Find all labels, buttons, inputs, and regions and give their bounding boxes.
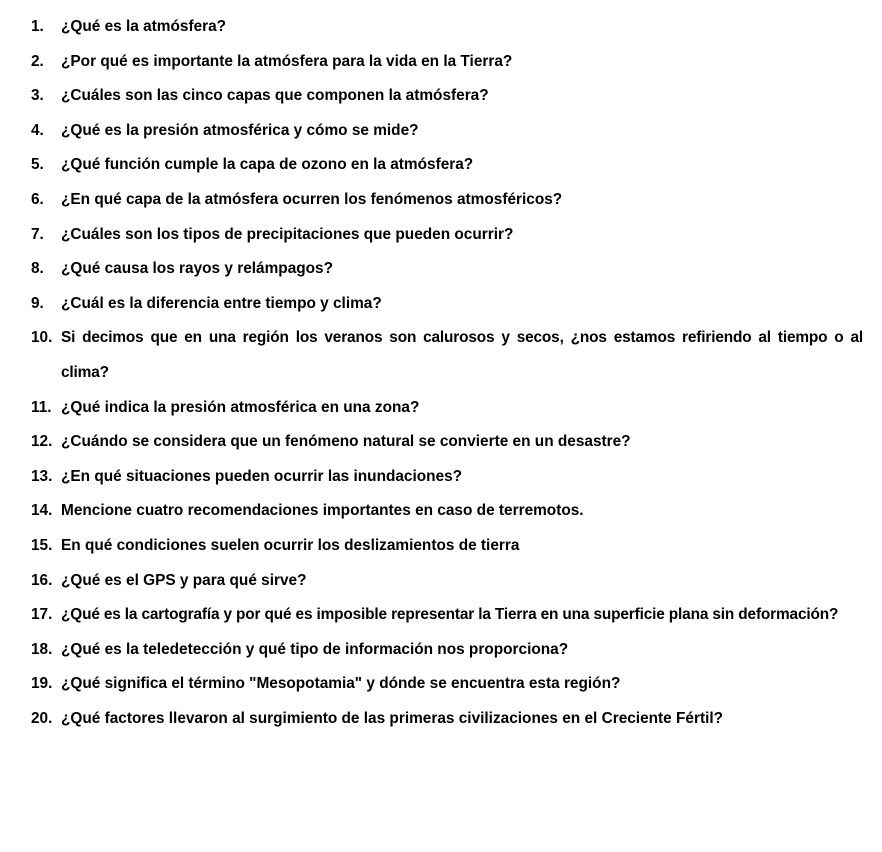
question-text: ¿Qué significa el término "Mesopotamia" y dónde se encuentra esta región? [61, 675, 621, 693]
question-item [31, 218, 863, 253]
question-number: 2. [31, 52, 44, 70]
question-text: ¿Cuál es la diferencia entre tiempo y clima? [61, 294, 382, 312]
question-number: 9. [31, 294, 44, 312]
question-item [31, 183, 863, 218]
question-number: 12. [31, 433, 53, 451]
question-number: 20. [31, 709, 53, 727]
question-item [31, 667, 863, 702]
question-item [31, 702, 863, 737]
question-text: ¿En qué situaciones pueden ocurrir las inundaciones? [61, 467, 463, 485]
question-text: ¿Qué es la teledetección y qué tipo de información nos proporciona? [61, 640, 569, 658]
question-number: 17. [31, 606, 53, 624]
question-item [31, 391, 863, 426]
question-number: 3. [31, 87, 44, 105]
question-number: 15. [31, 536, 53, 554]
question-item [31, 79, 863, 114]
question-text: ¿Qué función cumple la capa de ozono en la atmósfera? [61, 156, 474, 174]
question-text: ¿Qué indica la presión atmosférica en una zona? [61, 398, 420, 416]
question-number: 13. [31, 467, 53, 485]
question-item [31, 10, 863, 45]
question-number: 7. [31, 225, 44, 243]
question-item [31, 148, 863, 183]
question-item [31, 529, 863, 564]
question-text: ¿Qué es la presión atmosférica y cómo se mide? [61, 121, 419, 139]
question-text: ¿Cuándo se considera que un fenómeno natural se convierte en un desastre? [61, 433, 631, 451]
question-number: 10. [31, 329, 53, 347]
question-text: ¿Cuáles son las cinco capas que componen la atmósfera? [61, 87, 489, 105]
question-text: Si decimos que en una región los veranos son calurosos y secos, ¿nos estamos refiriendo al tiempo o al clima? [61, 329, 863, 381]
question-item [31, 494, 863, 529]
question-item [31, 321, 863, 390]
question-item [31, 114, 863, 149]
question-number: 6. [31, 190, 44, 208]
question-item [31, 633, 863, 668]
question-number: 14. [31, 502, 53, 520]
question-text: ¿Qué factores llevaron al surgimiento de las primeras civilizaciones en el Creciente Fértil? [61, 709, 724, 727]
question-text: ¿Cuáles son los tipos de precipitaciones que pueden ocurrir? [61, 225, 514, 243]
question-text: Mencione cuatro recomendaciones importantes en caso de terremotos. [61, 502, 584, 520]
question-item [31, 287, 863, 322]
question-text: ¿Qué causa los rayos y relámpagos? [61, 260, 334, 278]
question-text: ¿En qué capa de la atmósfera ocurren los fenómenos atmosféricos? [61, 190, 563, 208]
question-number: 1. [31, 18, 44, 35]
question-number: 4. [31, 121, 44, 139]
question-text: ¿Qué es el GPS y para qué sirve? [61, 571, 307, 589]
question-item [31, 460, 863, 495]
question-item [31, 45, 863, 80]
question-list [31, 10, 863, 736]
question-number: 8. [31, 260, 44, 278]
question-item [31, 425, 863, 460]
question-text: ¿Por qué es importante la atmósfera para la vida en la Tierra? [61, 52, 513, 70]
question-item [31, 564, 863, 599]
question-text: ¿Qué es la atmósfera? [61, 18, 227, 35]
question-number: 11. [31, 398, 52, 416]
question-number: 16. [31, 571, 53, 589]
question-item [31, 598, 863, 633]
question-item [31, 252, 863, 287]
question-number: 19. [31, 675, 53, 693]
question-text: ¿Qué es la cartografía y por qué es imposible representar la Tierra en una superficie plana sin deformación? [61, 606, 839, 624]
question-text: En qué condiciones suelen ocurrir los deslizamientos de tierra [61, 536, 520, 554]
question-number: 5. [31, 156, 44, 174]
question-number: 18. [31, 640, 53, 658]
